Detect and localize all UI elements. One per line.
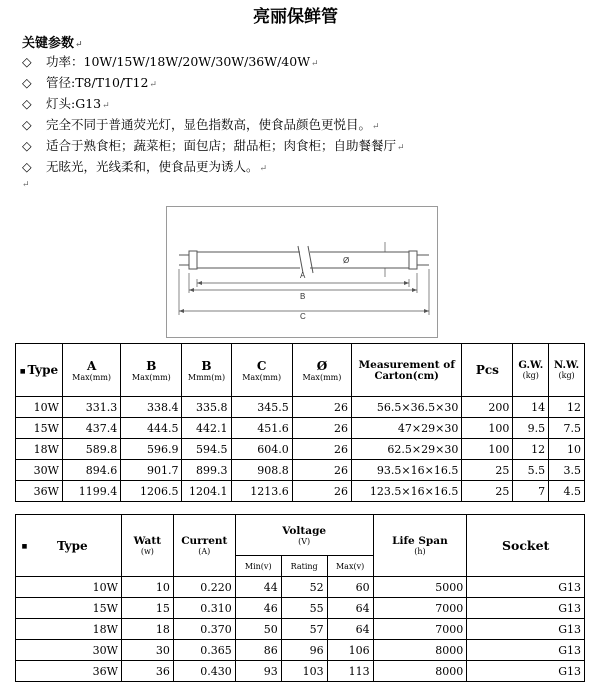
cell-type: 18W [16,619,122,640]
cell-type: 10W [16,577,122,598]
cell-carton: 62.5×29×30 [352,439,462,460]
cell-type: 10W [16,397,63,418]
bullet-text: 适合于熟食柜；蔬菜柜；面包店；甜品柜；肉食柜；自助餐餐厅 [46,138,397,153]
cell-voltage-max: 64 [327,619,373,640]
table-row [16,439,585,460]
table-row [16,619,585,640]
header-a: A Max(mm) [62,344,120,397]
tube-diagram-svg [167,207,437,337]
header-type: ■ Type [16,344,63,397]
cell-voltage-max: 64 [327,598,373,619]
cell-a: 331.3 [62,397,120,418]
cell-pcs: 100 [462,439,513,460]
cell-watt: 30 [121,640,173,661]
header-c: C Max(mm) [231,344,292,397]
cell-c: 1213.6 [231,481,292,502]
cell-a: 894.6 [62,460,120,481]
cell-voltage-min: 93 [235,661,281,682]
cell-pcs: 25 [462,460,513,481]
cell-diameter: 26 [292,418,351,439]
diamond-bullet-icon: ◇ [22,75,32,90]
cell-watt: 15 [121,598,173,619]
cell-diameter: 26 [292,397,351,418]
cell-carton: 123.5×16×16.5 [352,481,462,502]
cell-gw: 5.5 [513,460,549,481]
cell-socket: G13 [467,661,585,682]
cell-voltage-max: 106 [327,640,373,661]
cell-carton: 47×29×30 [352,418,462,439]
cell-type: 15W [16,418,63,439]
cell-voltage-min: 86 [235,640,281,661]
bullet-text: 灯头:G13 [46,96,102,111]
cell-nw: 12 [549,397,585,418]
cell-b-min: 594.5 [182,439,231,460]
cell-type: 30W [16,640,122,661]
cell-nw: 4.5 [549,481,585,502]
cell-b-max: 444.5 [121,418,182,439]
table-row [16,598,585,619]
cell-watt: 18 [121,619,173,640]
cell-pcs: 25 [462,481,513,502]
paragraph-mark: ↵ [311,59,319,69]
bullet-text: 完全不同于普通荧光灯，显色指数高，使食品颜色更悦目。 [46,117,372,132]
cell-life-span: 7000 [373,619,467,640]
header-socket: Socket [467,515,585,577]
cell-a: 589.8 [62,439,120,460]
paragraph-mark: ↵ [149,80,157,90]
diamond-bullet-icon: ◇ [22,159,32,174]
cell-life-span: 8000 [373,661,467,682]
cell-a: 1199.4 [62,481,120,502]
cell-b-min: 442.1 [182,418,231,439]
cell-voltage-max: 60 [327,577,373,598]
cell-current: 0.365 [173,640,235,661]
paragraph-mark: ↵ [22,180,30,190]
table-row [16,640,585,661]
bullet-item [22,52,319,70]
cell-life-span: 7000 [373,598,467,619]
cell-voltage-rating: 96 [281,640,327,661]
cell-socket: G13 [467,598,585,619]
cell-b-min: 899.3 [182,460,231,481]
header-current: Current (A) [173,515,235,577]
cell-voltage-rating: 103 [281,661,327,682]
header-b-max: B Max(mm) [121,344,182,397]
cell-b-max: 338.4 [121,397,182,418]
cell-c: 451.6 [231,418,292,439]
dim-label-c: C [300,312,306,321]
paragraph-mark: ↵ [372,122,380,132]
table-header-row [16,515,585,556]
paragraph-mark: ↵ [102,101,110,111]
page-title: 亮丽保鲜管 [253,7,338,27]
cell-b-min: 1204.1 [182,481,231,502]
cell-type: 36W [16,481,63,502]
diamond-bullet-icon: ◇ [22,96,32,111]
dim-label-diameter: Ø [343,256,350,265]
cell-pcs: 200 [462,397,513,418]
diamond-bullet-icon: ◇ [22,138,32,153]
cell-gw: 7 [513,481,549,502]
cell-voltage-rating: 52 [281,577,327,598]
cell-current: 0.310 [173,598,235,619]
bullet-item [22,73,157,91]
bullet-item [22,157,267,175]
cell-b-max: 1206.5 [121,481,182,502]
cell-type: 30W [16,460,63,481]
cell-type: 36W [16,661,122,682]
cell-carton: 93.5×16×16.5 [352,460,462,481]
cell-pcs: 100 [462,418,513,439]
cell-b-min: 335.8 [182,397,231,418]
dim-label-a: A [300,271,306,280]
cell-diameter: 26 [292,460,351,481]
table-row [16,418,585,439]
cell-b-max: 596.9 [121,439,182,460]
cell-gw: 9.5 [513,418,549,439]
cell-voltage-rating: 55 [281,598,327,619]
diamond-bullet-icon: ◇ [22,54,32,69]
cell-nw: 7.5 [549,418,585,439]
bullet-item [22,94,110,112]
key-params-heading [22,32,83,51]
cell-voltage-min: 44 [235,577,281,598]
cell-c: 604.0 [231,439,292,460]
header-voltage-min: Min(v) [235,556,281,577]
bullet-item [22,115,380,133]
tube-dimension-diagram [166,206,438,338]
cell-diameter: 26 [292,481,351,502]
bullet-text: 无眩光，光线柔和，使食品更为诱人。 [46,159,259,174]
header-nw: N.W. (kg) [549,344,585,397]
cell-life-span: 5000 [373,577,467,598]
header-b-min: B Mmm(m) [182,344,231,397]
cell-a: 437.4 [62,418,120,439]
cell-watt: 10 [121,577,173,598]
cell-type: 18W [16,439,63,460]
cell-carton: 56.5×36.5×30 [352,397,462,418]
header-carton: Measurement of Carton(cm) [352,344,462,397]
cell-current: 0.430 [173,661,235,682]
cell-type: 15W [16,598,122,619]
paragraph-mark: ↵ [259,164,268,174]
cell-current: 0.220 [173,577,235,598]
header-voltage-max: Max(v) [327,556,373,577]
cell-socket: G13 [467,619,585,640]
header-pcs: Pcs [462,344,513,397]
header-life-span: Life Span (h) [373,515,467,577]
diamond-bullet-icon: ◇ [22,117,32,132]
cell-socket: G13 [467,640,585,661]
cell-voltage-min: 46 [235,598,281,619]
header-voltage-rating: Rating [281,556,327,577]
cell-gw: 14 [513,397,549,418]
cell-nw: 3.5 [549,460,585,481]
cell-voltage-min: 50 [235,619,281,640]
table-row [16,397,585,418]
key-params-heading-text: 关键参数 [22,36,75,51]
header-gw: G.W. (kg) [513,344,549,397]
cell-current: 0.370 [173,619,235,640]
cell-gw: 12 [513,439,549,460]
header-diameter: Ø Max(mm) [292,344,351,397]
table-header-row [16,344,585,397]
cell-life-span: 8000 [373,640,467,661]
cell-socket: G13 [467,577,585,598]
cell-nw: 10 [549,439,585,460]
cell-voltage-max: 113 [327,661,373,682]
table-row [16,661,585,682]
bullet-text: 管径:T8/T10/T12 [46,75,149,90]
bullet-item [22,136,405,154]
cell-c: 908.8 [231,460,292,481]
paragraph-mark: ↵ [75,40,83,50]
bullet-text: 功率：10W/15W/18W/20W/30W/36W/40W [46,54,311,69]
table-row [16,481,585,502]
table-row [16,460,585,481]
table-row [16,577,585,598]
dimensions-table [15,343,585,502]
paragraph-mark: ↵ [397,143,405,153]
dim-label-b: B [300,292,306,301]
cell-watt: 36 [121,661,173,682]
header-watt: Watt (w) [121,515,173,577]
cell-voltage-rating: 57 [281,619,327,640]
cell-diameter: 26 [292,439,351,460]
header-type: ■ Type [16,515,122,577]
cell-b-max: 901.7 [121,460,182,481]
electrical-specs-table [15,514,585,682]
cell-c: 345.5 [231,397,292,418]
header-voltage: Voltage (V) [235,515,373,556]
